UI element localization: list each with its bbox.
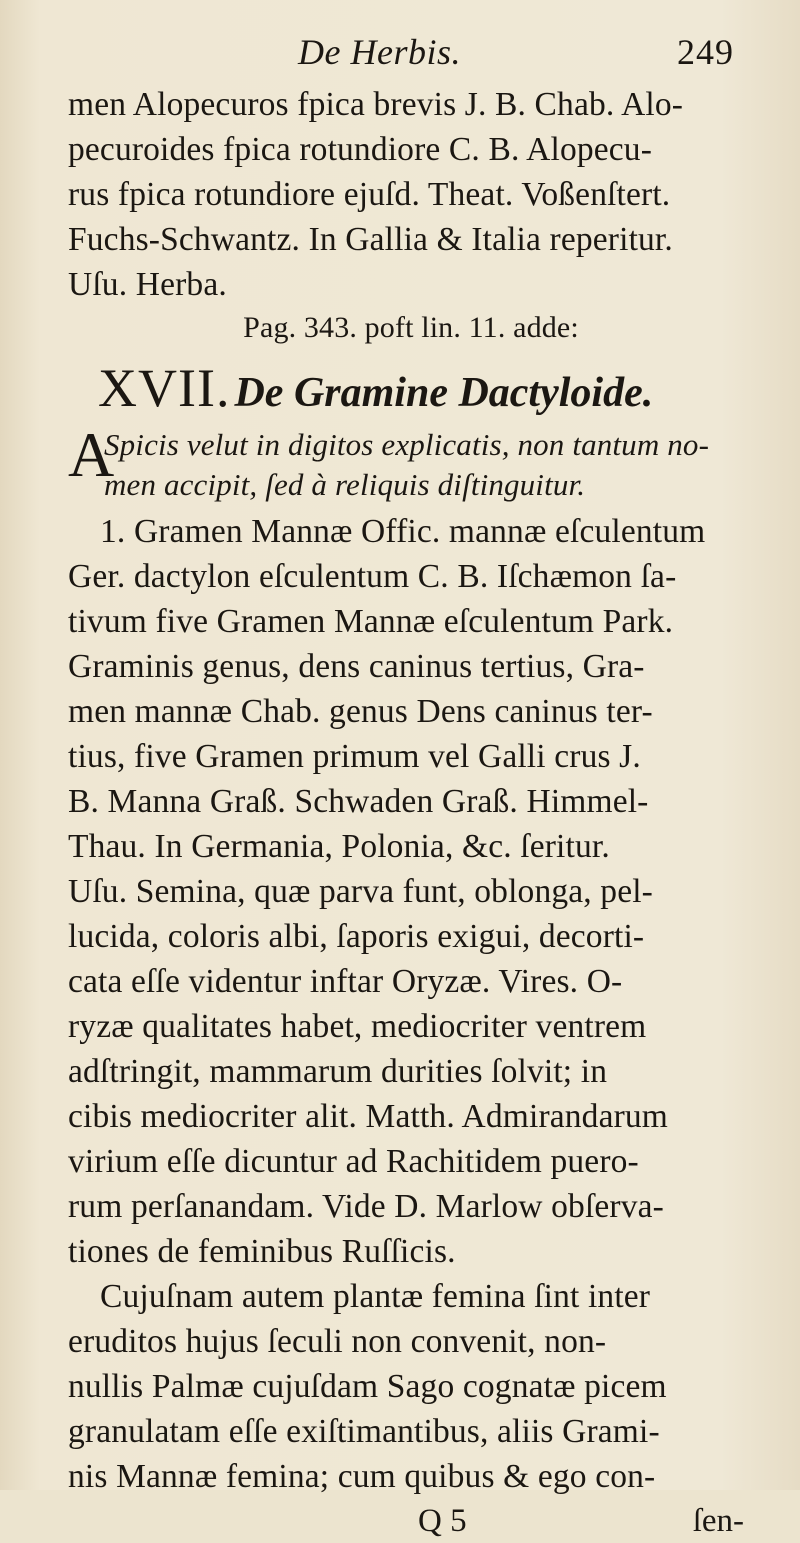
text-line: tiones de feminibus Ruſſicis.: [68, 1233, 456, 1270]
text-line: cata eſſe videntur inftar Oryzæ. Vires. O-: [68, 963, 623, 1000]
text-line: Thau. In Germania, Polonia, &c. ſeritur.: [68, 828, 610, 865]
section-title: De Gramine Dactyloide.: [234, 370, 654, 416]
text-line: lucida, coloris albi, ſaporis exigui, decorti-: [68, 918, 645, 955]
running-head: [68, 30, 754, 74]
text-block-body: [68, 509, 754, 1274]
section-heading: [68, 355, 754, 421]
text-line: Uſu. Semina, quæ parva funt, oblonga, pel-: [68, 873, 653, 910]
text-line: tivum five Gramen Mannæ eſculentum Park.: [68, 603, 674, 640]
text-line: pecuroides fpica rotundiore C. B. Alopecu-: [68, 131, 653, 168]
text-line: Ger. dactylon eſculentum C. B. Iſchæmon ſa-: [68, 558, 677, 595]
text-line: men Alopecuros fpica brevis J. B. Chab. Alo-: [68, 86, 684, 123]
text-line: virium eſſe dicuntur ad Rachitidem puero-: [68, 1143, 639, 1180]
intro-line: Spicis velut in digitos explicatis, non tantum no-: [104, 427, 710, 462]
text-line: rum perſanandam. Vide D. Marlow obſerva-: [68, 1188, 664, 1225]
text-line: nis Mannæ femina; cum quibus & ego con-: [68, 1458, 656, 1495]
text-line: 1. Gramen Mannæ Offic. mannæ eſculentum: [100, 513, 706, 550]
text-line: adſtringit, mammarum durities ſolvit; in: [68, 1053, 608, 1090]
page-number: 249: [677, 32, 734, 72]
text-line: nullis Palmæ cujuſdam Sago cognatæ picem: [68, 1368, 667, 1405]
catchword: ſen-: [692, 1503, 744, 1539]
text-line: eruditos hujus ſeculi non convenit, non-: [68, 1323, 607, 1360]
text-line: Graminis genus, dens caninus tertius, Gra-: [68, 648, 645, 685]
section-number: XVII.: [98, 358, 231, 418]
text-line: Fuchs-Schwantz. In Gallia & Italia reperitur.: [68, 221, 673, 258]
page-footer: [68, 1499, 754, 1543]
signature-mark: Q 5: [418, 1503, 467, 1539]
text-line: Uſu. Herba.: [68, 266, 227, 303]
text-line: rus fpica rotundiore ejuſd. Theat. Voßenſtert.: [68, 176, 671, 213]
text-line: cibis mediocriter alit. Matth. Admirandarum: [68, 1098, 668, 1135]
text-line: Cujuſnam autem plantæ femina ſint inter: [100, 1278, 651, 1315]
text-line: tius, five Gramen primum vel Galli crus J.: [68, 738, 641, 775]
drop-cap: A: [68, 419, 115, 490]
running-title: De Herbis.: [298, 32, 461, 72]
intro-line: men accipit, ſed à reliquis diſtinguitur.: [104, 467, 586, 502]
addendum-note: Pag. 343. poft lin. 11. adde:: [243, 311, 579, 344]
text-line: men mannæ Chab. genus Dens caninus ter-: [68, 693, 653, 730]
text-line: B. Manna Graß. Schwaden Graß. Himmel-: [68, 783, 649, 820]
section-intro: [68, 419, 754, 505]
text-line: ryzæ qualitates habet, mediocriter ventrem: [68, 1008, 647, 1045]
text-line: granulatam eſſe exiſtimantibus, aliis Grami-: [68, 1413, 660, 1450]
text-block-top: [68, 82, 754, 307]
text-block-paragraph: [68, 1274, 754, 1499]
intro-lines: [104, 425, 709, 505]
